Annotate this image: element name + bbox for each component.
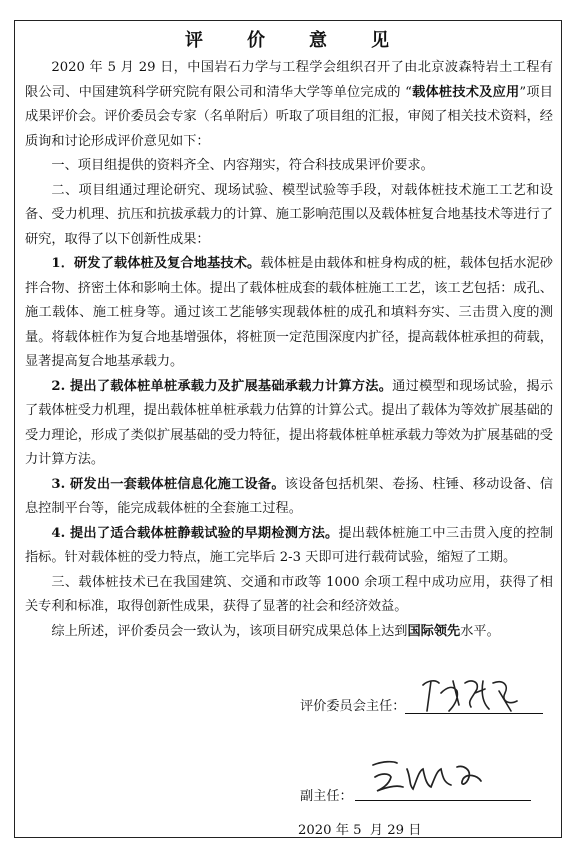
evaluation-body	[25, 56, 553, 644]
signature-date: 2020 年 5 月 29 日	[298, 823, 422, 838]
achievement-2: 2. 提出了载体桩单桩承载力及扩展基础承载力计算方法。通过模型和现场试验，揭示了载体桩受力机理，提出载体桩单桩承载力估算的计算公式。提出了载体为等效扩展基础的受力理论，形成了类似扩展基础的受力特征，提出将载体桩单桩承载力等效为扩展基础的受力计算方法。	[25, 378, 554, 467]
title-char: 评	[185, 30, 205, 51]
chair-signature-line	[405, 713, 543, 714]
vice-chair-signature-image	[367, 755, 497, 795]
evaluation-form-frame	[14, 20, 562, 838]
achievement-1-heading: 1．研发了载体桩及复合地基技术。	[51, 256, 261, 271]
opinion-one: 一、项目组提供的资料齐全、内容翔实，符合科技成果评价要求。	[51, 158, 434, 173]
chair-signature-image	[413, 671, 523, 715]
project-name: 载体桩技术及应用	[411, 84, 520, 100]
achievement-2-heading: 2. 提出了载体桩单桩承载力及扩展基础承载力计算方法。	[51, 378, 393, 394]
achievement-3: 3. 研发出一套载体桩信息化施工设备。该设备包括机架、卷扬、柱锤、移动设备、信息控制平台等，能完成载体桩的全套施工过程。	[25, 476, 554, 516]
opinion-two: 二、项目组通过理论研究、现场试验、模型试验等手段，对载体桩技术施工工艺和设备、受力机理、抗压和抗拔承载力的计算、施工影响范围以及载体桩复合地基技术等进行了研究，取得了以下创新性成果：	[25, 182, 553, 247]
vice-chair-signature-line	[355, 800, 531, 801]
intro-paragraph: 2020 年 5 月 29 日，中国岩石力学与工程学会组织召开了由北京波森特岩土工程有限公司、中国建筑科学研究院有限公司和清华大学等单位完成的 “载体桩技术及应用”项目成果评价会。评价委员会专家（名单附后）听取了项目组的汇报，审阅了相关技术资料，经质询和讨论形成评价意见如下：	[25, 60, 553, 149]
achievement-4: 4. 提出了适合载体桩静载试验的早期检测方法。提出载体桩施工中三击贯入度的控制指标。针对载体桩的受力特点，施工完毕后 2-3 天即可进行载荷试验，缩短了工期。	[25, 525, 554, 565]
page-title	[15, 21, 561, 57]
achievement-3-heading: 3. 研发出一套载体桩信息化施工设备。	[51, 476, 285, 492]
title-char: 见	[371, 30, 391, 51]
achievement-1: 1．研发了载体桩及复合地基技术。载体桩是由载体和桩身构成的桩，载体包括水泥砂拌合物、挤密土体和影响土体。提出了载体桩成套的载体桩施工工艺，该工艺包括：成孔、施工载体、施工桩身等。通过该工艺能够实现载体桩的成孔和填料夯实、三击贯入度的测量。将载体桩作为复合地基增强体，将桩顶一定范围深度内扩径，提高载体桩承担的荷载，显著提高复合地基承载力。	[25, 256, 553, 369]
vice-chair-label: 副主任：	[300, 789, 353, 804]
conclusion: 综上所述，评价委员会一致认为，该项目研究成果总体上达到国际领先水平。	[51, 623, 500, 639]
achievement-4-heading: 4. 提出了适合载体桩静载试验的早期检测方法。	[51, 525, 339, 541]
chair-label: 评价委员会主任：	[300, 699, 406, 714]
title-char: 价	[247, 30, 267, 51]
evaluation-level: 国际领先	[407, 623, 461, 639]
opinion-three: 三、载体桩技术已在我国建筑、交通和市政等 1000 余项工程中成功应用，获得了相关专利和标准，取得创新性成果，获得了显著的社会和经济效益。	[25, 574, 553, 614]
title-char: 意	[309, 30, 329, 51]
